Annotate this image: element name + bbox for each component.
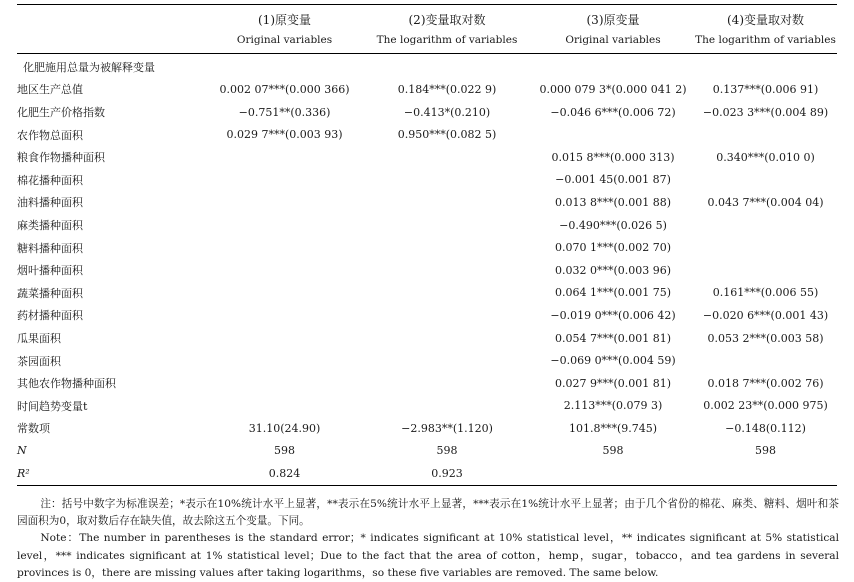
table-row	[17, 372, 837, 395]
row-label: R²	[17, 467, 30, 481]
cell-col-2: 0.184***(0.022 9)	[397, 82, 497, 96]
table-row	[17, 259, 837, 282]
cell-col-3: 2.113***(0.079 3)	[563, 399, 663, 413]
row-label: 农作物总面积	[17, 128, 83, 142]
column-header-2-en: The logarithm of variables	[376, 33, 518, 46]
cell-col-3: 0.000 079 3*(0.000 041 2)	[539, 82, 687, 96]
row-label: 常数项	[17, 422, 50, 436]
table-row	[17, 101, 837, 124]
cell-col-1	[207, 169, 362, 192]
table-row	[17, 462, 837, 485]
cell-col-1: 0.824	[268, 467, 301, 481]
cell-col-4	[694, 462, 837, 485]
table-row	[17, 304, 837, 327]
cell-col-1: 0.002 07***(0.000 366)	[219, 82, 350, 96]
table-row	[17, 191, 837, 214]
cell-col-4	[694, 236, 837, 259]
section-row	[17, 53, 837, 78]
cell-col-1	[207, 214, 362, 237]
table-row	[17, 169, 837, 192]
table-row	[17, 417, 837, 440]
cell-col-3: 101.8***(9.745)	[568, 421, 658, 435]
cell-col-3: −0.001 45(0.001 87)	[555, 173, 671, 187]
table-row	[17, 282, 837, 305]
table-row	[17, 395, 837, 418]
table-row	[17, 146, 837, 169]
table-row	[17, 236, 837, 259]
cell-col-1	[207, 372, 362, 395]
cell-col-1: 598	[274, 444, 295, 458]
row-label: N	[17, 444, 27, 458]
cell-col-4: 0.002 23**(0.000 975)	[703, 399, 828, 413]
cell-col-1	[207, 395, 362, 418]
table-body	[17, 53, 837, 485]
header-blank	[17, 5, 207, 31]
cell-col-4: 598	[755, 444, 776, 458]
cell-col-2	[362, 191, 532, 214]
cell-col-1	[207, 236, 362, 259]
cell-col-4: 0.053 2***(0.003 58)	[707, 331, 824, 345]
row-label: 瓜果面积	[17, 332, 61, 346]
cell-col-1: 31.10(24.90)	[248, 421, 321, 435]
cell-col-4: 0.018 7***(0.002 76)	[707, 376, 824, 390]
cell-col-2: −0.413*(0.210)	[403, 105, 491, 119]
cell-col-4	[694, 349, 837, 372]
row-label: 地区生产总值	[17, 83, 83, 97]
cell-col-4	[694, 259, 837, 282]
cell-col-3: −0.069 0***(0.004 59)	[550, 354, 676, 368]
row-label: 油料播种面积	[17, 196, 83, 210]
cell-col-4	[694, 169, 837, 192]
cell-col-2: −2.983**(1.120)	[401, 421, 493, 435]
cell-col-1	[207, 146, 362, 169]
row-label: 其他农作物播种面积	[17, 377, 116, 391]
regression-table	[17, 4, 837, 486]
cell-col-4: −0.020 6***(0.001 43)	[702, 308, 829, 322]
cell-col-2	[362, 259, 532, 282]
cell-col-2	[362, 146, 532, 169]
cell-col-3: 0.013 8***(0.001 88)	[554, 195, 672, 209]
table-notes	[17, 496, 839, 582]
cell-col-1: −0.751**(0.336)	[238, 105, 331, 119]
cell-col-2	[362, 304, 532, 327]
cell-col-1	[207, 191, 362, 214]
cell-col-3: 598	[602, 444, 624, 458]
table-row	[17, 78, 837, 101]
cell-col-4: −0.023 3***(0.004 89)	[702, 105, 829, 119]
cell-col-3	[532, 462, 694, 485]
cell-col-2: 598	[436, 444, 458, 458]
cell-col-1: 0.029 7***(0.003 93)	[226, 128, 343, 142]
cell-col-3: 0.032 0***(0.003 96)	[554, 263, 672, 277]
cell-col-2	[362, 214, 532, 237]
cell-col-1	[207, 304, 362, 327]
row-label: 化肥生产价格指数	[17, 106, 105, 120]
cell-col-2	[362, 282, 532, 305]
cell-col-4: −0.148(0.112)	[725, 421, 806, 435]
row-label: 棉花播种面积	[17, 173, 83, 187]
header-row-en	[17, 31, 837, 54]
cell-col-4	[694, 123, 837, 146]
column-header-3-zh: (3)原变量	[586, 12, 640, 27]
cell-col-3: 0.054 7***(0.001 81)	[554, 331, 672, 345]
column-header-4-en: The logarithm of variables	[695, 33, 836, 46]
table-row	[17, 440, 837, 463]
cell-col-4	[694, 214, 837, 237]
column-header-2-zh: (2)变量取对数	[408, 12, 486, 27]
dependent-variable-label: 化肥施用总量为被解释变量	[23, 60, 155, 74]
cell-col-1	[207, 327, 362, 350]
row-label: 茶园面积	[17, 354, 61, 368]
row-label: 粮食作物播种面积	[17, 151, 105, 165]
table-row	[17, 327, 837, 350]
cell-col-4: 0.161***(0.006 55)	[712, 286, 819, 300]
cell-col-4: 0.137***(0.006 91)	[712, 82, 819, 96]
cell-col-3: −0.019 0***(0.006 42)	[550, 308, 676, 322]
cell-col-2: 0.950***(0.082 5)	[397, 128, 497, 142]
cell-col-3: 0.015 8***(0.000 313)	[551, 150, 675, 164]
header-blank-en	[17, 31, 207, 54]
cell-col-4: 0.043 7***(0.004 04)	[707, 195, 824, 209]
cell-col-1	[207, 282, 362, 305]
header-row-zh	[17, 5, 837, 31]
cell-col-2	[362, 372, 532, 395]
column-header-4-zh: (4)变量取对数	[727, 12, 804, 27]
cell-col-3: −0.046 6***(0.006 72)	[550, 105, 676, 119]
cell-col-2	[362, 395, 532, 418]
cell-col-3: 0.070 1***(0.002 70)	[554, 241, 672, 255]
cell-col-3: 0.027 9***(0.001 81)	[554, 376, 672, 390]
row-label: 烟叶播种面积	[17, 264, 83, 278]
note-english: Note：The number in parentheses is the standard error；* indicates significant at 10% statistical level，** indicates significant at 5% statistical level，*** indicates significant at 1% statistical level；Due to the fact that the area of cotton，hemp，sugar，tobacco，and tea gardens in several provinces is 0，there are missing values after taking logarithms，so these five variables are removed. The same below.	[17, 532, 839, 579]
row-label: 蔬菜播种面积	[17, 286, 83, 300]
row-label: 麻类播种面积	[17, 219, 83, 233]
cell-col-1	[207, 259, 362, 282]
cell-col-2: 0.923	[431, 467, 463, 481]
row-label: 药材播种面积	[17, 309, 83, 323]
cell-col-2	[362, 236, 532, 259]
cell-col-3: 0.064 1***(0.001 75)	[554, 286, 672, 300]
table-row	[17, 214, 837, 237]
cell-col-2	[362, 169, 532, 192]
row-label: 时间趋势变量t	[17, 399, 88, 413]
cell-col-1	[207, 349, 362, 372]
cell-col-2	[362, 349, 532, 372]
note-chinese: 注：括号中数字为标准误差；*表示在10%统计水平上显著，**表示在5%统计水平上显著，***表示在1%统计水平上显著；由于几个省份的棉花、麻类、糖料、烟叶和茶园面积为0，取对数后存在缺失值，故去除这五个变量。下同。	[17, 498, 839, 528]
cell-col-2	[362, 327, 532, 350]
table-row	[17, 123, 837, 146]
column-header-1-zh: (1)原变量	[258, 12, 311, 27]
table-row	[17, 349, 837, 372]
cell-col-4: 0.340***(0.010 0)	[716, 150, 815, 164]
cell-col-3: −0.490***(0.026 5)	[559, 218, 667, 232]
column-header-1-en: Original variables	[236, 33, 333, 46]
column-header-3-en: Original variables	[565, 33, 661, 46]
cell-col-3	[532, 123, 694, 146]
row-label: 糖料播种面积	[17, 241, 83, 255]
